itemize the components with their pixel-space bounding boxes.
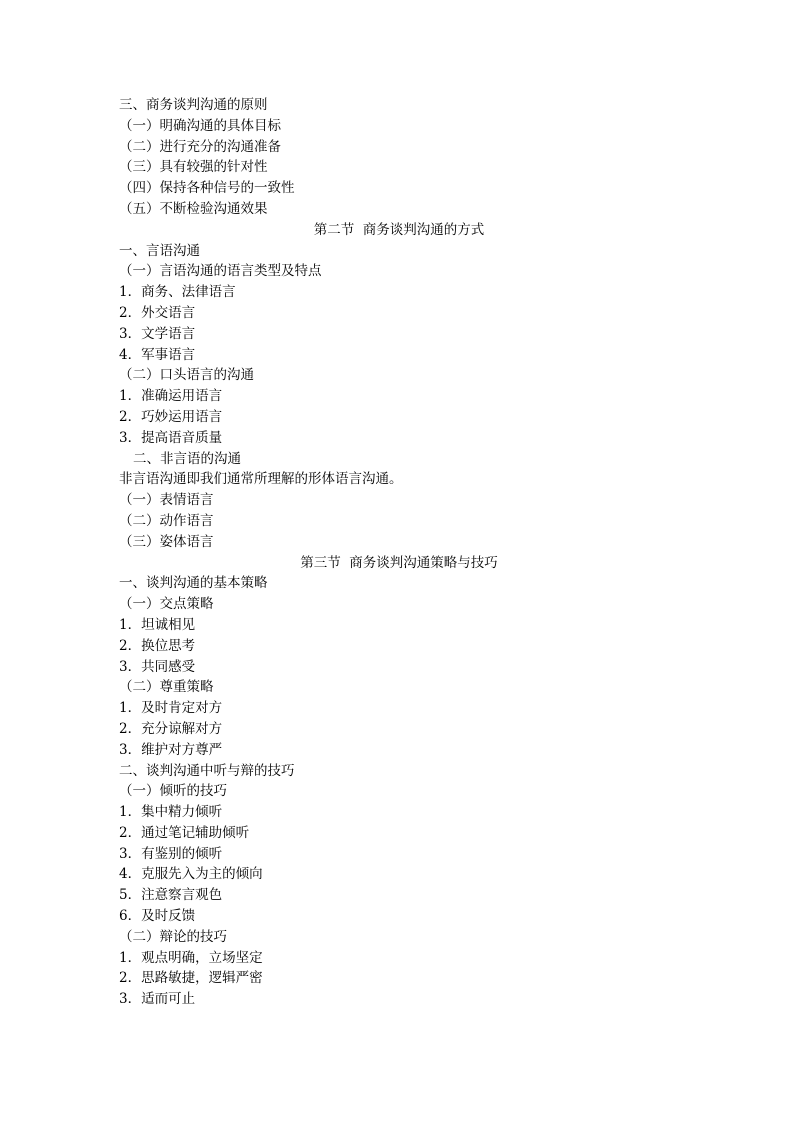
list-item: 1．准确运用语言 (119, 388, 223, 405)
list-item: 2．换位思考 (119, 637, 196, 654)
list-item: 2．思路敏捷，逻辑严密 (119, 970, 263, 987)
subheading-line: （一）言语沟通的语言类型及特点 (119, 263, 322, 280)
list-item: 1．观点明确，立场坚定 (119, 949, 263, 966)
subheading-line: （二）进行充分的沟通准备 (119, 138, 281, 155)
list-item: 2．巧妙运用语言 (119, 408, 223, 425)
subheading-line: （五）不断检验沟通效果 (119, 200, 268, 217)
list-item: 2．充分谅解对方 (119, 720, 223, 737)
list-item: 4．军事语言 (119, 346, 196, 363)
list-item: 1．及时肯定对方 (119, 700, 223, 717)
subheading-line: （二）辩论的技巧 (119, 928, 227, 945)
list-item: 4．克服先入为主的倾向 (119, 866, 263, 883)
subheading-line: （一）表情语言 (119, 492, 214, 509)
heading-line: 二、谈判沟通中听与辩的技巧 (119, 762, 295, 779)
list-item: 1．商务、法律语言 (119, 284, 236, 301)
list-item: 5．注意察言观色 (119, 887, 223, 904)
heading-line: 三、商务谈判沟通的原则 (119, 97, 268, 113)
subheading-line: （一）交点策略 (119, 596, 214, 613)
subheading-line: （二）口头语言的沟通 (119, 367, 254, 384)
heading-line: 一、言语沟通 (119, 242, 200, 259)
subheading-line: （四）保持各种信号的一致性 (119, 180, 295, 197)
list-item: 3．共同感受 (119, 658, 196, 675)
list-item: 3．有鉴别的倾听 (119, 845, 223, 862)
subheading-line: （三）具有较强的针对性 (119, 159, 268, 176)
list-item: 3．维护对方尊严 (119, 741, 223, 758)
heading-line: 二、非言语的沟通 (133, 450, 241, 467)
paragraph-line: 非言语沟通即我们通常所理解的形体语言沟通。 (119, 471, 403, 488)
list-item: 2．通过笔记辅助倾听 (119, 824, 250, 841)
subheading-line: （二）动作语言 (119, 512, 214, 529)
subheading-line: （二）尊重策略 (119, 679, 214, 696)
subheading-line: （一）倾听的技巧 (119, 783, 227, 800)
list-item: 3．提高语音质量 (119, 429, 223, 446)
document-body (119, 95, 679, 1010)
list-item: 1．坦诚相见 (119, 616, 196, 633)
list-item: 3．文学语言 (119, 325, 196, 342)
list-item: 2．外交语言 (119, 304, 196, 321)
subheading-line: （一）明确沟通的具体目标 (119, 117, 281, 134)
list-item: 6．及时反馈 (119, 908, 196, 925)
section-title: 第二节 商务谈判沟通的方式 (313, 221, 485, 238)
list-item: 3．适而可止 (119, 991, 196, 1008)
heading-line: 一、谈判沟通的基本策略 (119, 575, 268, 592)
list-item: 1．集中精力倾听 (119, 804, 223, 821)
section-title: 第三节 商务谈判沟通策略与技巧 (300, 554, 498, 571)
subheading-line: （三）姿体语言 (119, 533, 214, 550)
